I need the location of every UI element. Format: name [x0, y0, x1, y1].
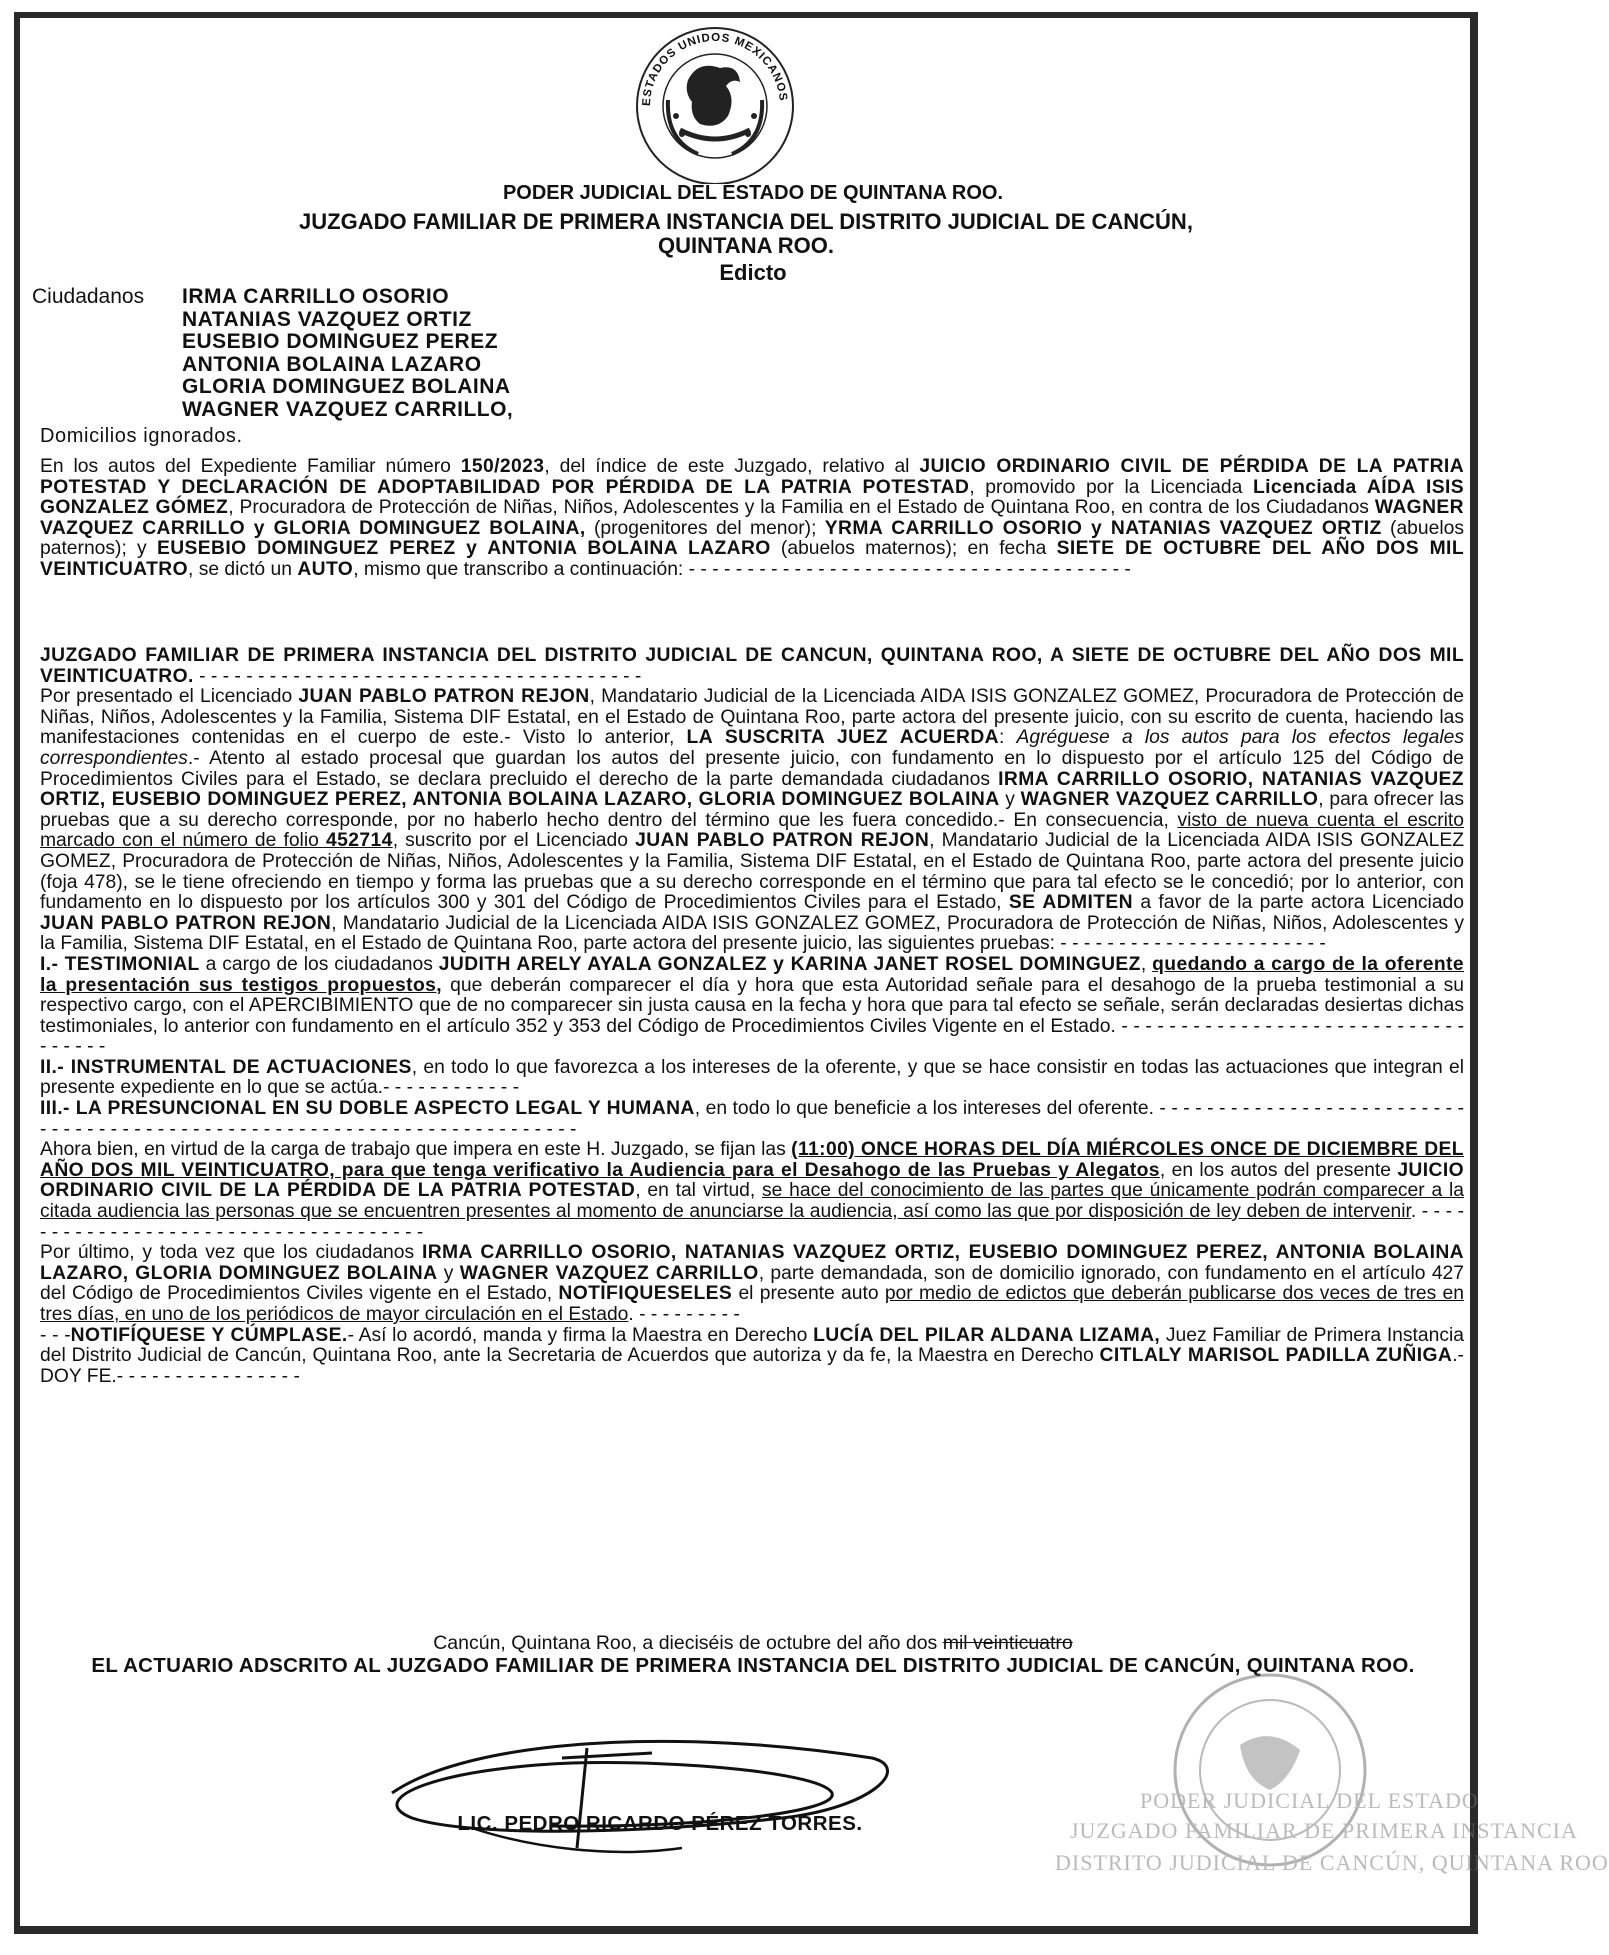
court-stamp: PODER JUDICIAL DEL ESTADO JUZGADO FAMILIAR DE PRIMERA INSTANCIA DISTRITO JUDICIAL DE CANCÚN, QUINTANA ROO	[1050, 1660, 1490, 1950]
auto-body: Por presentado el Licenciado JUAN PABLO PATRON REJON, Mandatario Judicial de la Licenciada AIDA ISIS GONZALEZ GOMEZ, Procuradora de Protección de Niñas, Niños, Adolescentes y la Familia, Sistema DIF Estatal, en el Estado de Quintana Roo, parte actora del presente juicio, con su escrito de cuenta, haciendo las manifestaciones contenidas en el cuerpo de este.- Visto lo anterior, LA SUSCRITA JUEZ ACUERDA: Agréguese a los autos para los efectos legales correspondientes.- Atento al estado procesal que guardan los autos del presente juicio, con fundamento en lo dispuesto por el artículo 125 del Código de Procedimientos Civiles para el Estado, se declara precluido el derecho de la parte demandada ciudadanos IRMA CARRILLO OSORIO, NATANIAS VAZQUEZ ORTIZ, EUSEBIO DOMINGUEZ PEREZ, ANTONIA BOLAINA LAZARO, GLORIA DOMINGUEZ BOLAINA y WAGNER VAZQUEZ CARRILLO, para ofrecer las pruebas que a su derecho corresponde, por no haberlo hecho dentro del término que les fuera concedido.- En consecuencia, visto de nueva cuenta el escrito marcado con el número de folio 452714, suscrito por el Licenciado JUAN PABLO PATRON REJON, Mandatario Judicial de la Licenciada AIDA ISIS GONZALEZ GOMEZ, Procuradora de Protección de Niñas, Niños, Adolescentes y la Familia, Sistema DIF Estatal, en el Estado de Quintana Roo, parte actora del presente juicio (foja 478), se le tiene ofreciendo en tiempo y forma las pruebas que a su derecho corresponde en el término que para tal efecto se le concedió; por lo anterior, con fundamento en lo dispuesto por los artículos 300 y 301 del Código de Procedimientos Civiles para el Estado, SE ADMITEN a favor de la parte actora Licenciado JUAN PABLO PATRON REJON, Mandatario Judicial de la Licenciada AIDA ISIS GONZALEZ GOMEZ, Procuradora de Protección de Niñas, Niños, Adolescentes y la Familia, Sistema DIF Estatal, en el Estado de Quintana Roo, parte actora del presente juicio, las siguientes pruebas: - - - - - - - - - - - - - - - - - - - - - - -	[40, 686, 1464, 955]
auto-heading: JUZGADO FAMILIAR DE PRIMERA INSTANCIA DEL DISTRITO JUDICIAL DE CANCUN, QUINTANA ROO, A SIETE DE OCTUBRE DEL AÑO DOS MIL VEINTICUATRO. - - - - - - - - - - - - - - - - - - - - - - - - - - - - - - - - - - - - - -	[40, 645, 1464, 687]
addressee-name: WAGNER VAZQUEZ CARRILLO,	[182, 397, 514, 421]
national-seal-icon	[628, 20, 802, 184]
actuario-title: EL ACTUARIO ADSCRITO AL JUZGADO FAMILIAR DE PRIMERA INSTANCIA DEL DISTRITO JUDICIAL DE CANCÚN, QUINTANA ROO.	[91, 1654, 1415, 1677]
signer-name: LIC. PEDRO RICARDO PÉREZ TORRES.	[457, 1812, 863, 1835]
addressee-name: GLORIA DOMINGUEZ BOLAINA	[182, 375, 511, 398]
addressee-name: NATANIAS VAZQUEZ ORTIZ	[182, 307, 472, 331]
issue-date: Cancún, Quintana Roo, a dieciséis de octubre del año dos mil veinticuatro	[433, 1632, 1073, 1654]
evidence-testimonial: I.- TESTIMONIAL a cargo de los ciudadanos JUDITH ARELY AYALA GONZALEZ y KARINA JANET ROSEL DOMINGUEZ, quedando a cargo de la oferente la presentación sus testigos propuestos, que deberán comparecer el día y hora que esta Autoridad señale para el desahogo de la prueba testimonial a su respectivo cargo, con el APERCIBIMIENTO que de no comparecer sin justa causa en la fecha y hora que para tal efecto se señale, serán declaradas desiertas dichas testimoniales, lo anterior con fundamento en el artículo 352 y 353 del Código de Procedimientos Civiles Vigente en el Estado. - - - - - - - - - - - - - - - - - - - - - - - - - - - - - - - - - - -	[40, 953, 1464, 1058]
intro-paragraph: En los autos del Expediente Familiar número 150/2023, del índice de este Juzgado, relativo al JUICIO ORDINARIO CIVIL DE PÉRDIDA DE LA PATRIA POTESTAD Y DECLARACIÓN DE ADOPTABILIDAD POR PÉRDIDA DE LA PATRIA POTESTAD, promovido por la Licenciada Licenciada AÍDA ISIS GONZALEZ GÓMEZ, Procuradora de Protección de Niñas, Niños, Adolescentes y la Familia en el Estado de Quintana Roo, en contra de los Ciudadanos WAGNER VAZQUEZ CARRILLO y GLORIA DOMINGUEZ BOLAINA, (progenitores del menor); YRMA CARRILLO OSORIO y NATANIAS VAZQUEZ ORTIZ (abuelos paternos); y EUSEBIO DOMINGUEZ PEREZ y ANTONIA BOLAINA LAZARO (abuelos maternos); en fecha SIETE DE OCTUBRE DEL AÑO DOS MIL VEINTICUATRO, se dictó un AUTO, mismo que transcribo a continuación: - - - - - - - - - - - - - - - - - - - - - - - - - - - - - - - - - - - - - -	[40, 456, 1465, 580]
addressee-name: ANTONIA BOLAINA LAZARO	[182, 352, 482, 376]
addressees-label: Ciudadanos	[32, 285, 145, 308]
notification-paragraph: Por último, y toda vez que los ciudadanos IRMA CARRILLO OSORIO, NATANIAS VAZQUEZ ORTIZ, EUSEBIO DOMINGUEZ PEREZ, ANTONIA BOLAINA LAZARO, GLORIA DOMINGUEZ BOLAINA y WAGNER VAZQUEZ CARRILLO, parte demandada, son de domicilio ignorado, con fundamento en el artículo 427 del Código de Procedimientos Civiles vigente en el Estado, NOTIFIQUESELES el presente auto por medio de edictos que deberán publicarse dos veces de tres en tres días, en uno de los periódicos de mayor circulación en el Estado. - - - - - - - - -	[40, 1242, 1465, 1325]
closing-paragraph: - - -NOTIFÍQUESE Y CÚMPLASE.- Así lo acordó, manda y firma la Maestra en Derecho LUCÍA DEL PILAR ALDANA LIZAMA, Juez Familiar de Primera Instancia del Distrito Judicial de Cancún, Quintana Roo, ante la Secretaria de Acuerdos que autoriza y da fe, la Maestra en Derecho CITLALY MARISOL PADILLA ZUÑIGA.- DOY FE.- - - - - - - - - - - - - - - -	[40, 1324, 1464, 1387]
evidence-instrumental: II.- INSTRUMENTAL DE ACTUACIONES, en todo lo que favorezca a los intereses de la oferente, y que se hace consistir en todas las actuaciones que integran el presente expediente en lo que se actúa.- - - - - - - - - - - -	[40, 1056, 1464, 1099]
hearing-paragraph: Ahora bien, en virtud de la carga de trabajo que impera en este H. Juzgado, se fijan las (11:00) ONCE HORAS DEL DÍA MIÉRCOLES ONCE DE DICIEMBRE DEL AÑO DOS MIL VEINTICUATRO, para que tenga verificativo la Audiencia para el Desahogo de las Pruebas y Alegatos, en los autos del presente JUICIO ORDINARIO CIVIL DE LA PÉRDIDA DE LA PATRIA POTESTAD, en tal virtud, se hace del conocimiento de las partes que únicamente podrán comparecer a la citada audiencia las personas que se encuentren presentes al momento de anunciarse la audiencia, así como las que por disposición de ley deben de intervenir. - - - - - - - - - - - - - - - - - - - - - - - - - - - - - - - - - - - - -	[40, 1139, 1465, 1243]
addressees-block	[32, 286, 513, 421]
document-type: Edicto	[719, 260, 787, 285]
tribunal-name: JUZGADO FAMILIAR DE PRIMERA INSTANCIA DEL DISTRITO JUDICIAL DE CANCÚN, QUINTANA ROO.	[299, 209, 1193, 258]
court-name: PODER JUDICIAL DEL ESTADO DE QUINTANA ROO.	[502, 182, 1004, 204]
addressee-name: EUSEBIO DOMINGUEZ PEREZ	[182, 330, 499, 353]
domicile-note: Domicilios ignorados.	[40, 425, 243, 447]
handwritten-signature	[352, 1698, 912, 1878]
evidence-presuncional: III.- LA PRESUNCIONAL EN SU DOBLE ASPECTO LEGAL Y HUMANA, en todo lo que beneficie a los intereses del oferente. - - - - - - - - - - - - - - - - - - - - - - - - - - - - - - - - - - - - - - - - - - - - - - - - - - - - - - - - - - - - - - - - - - - - - - - -	[40, 1098, 1464, 1140]
addressee-name: IRMA CARRILLO OSORIO	[182, 285, 450, 308]
svg-text:ESTADOS UNIDOS MEXICANOS: ESTADOS UNIDOS MEXICANOS	[640, 31, 789, 107]
auto-transcription	[40, 646, 1464, 1387]
